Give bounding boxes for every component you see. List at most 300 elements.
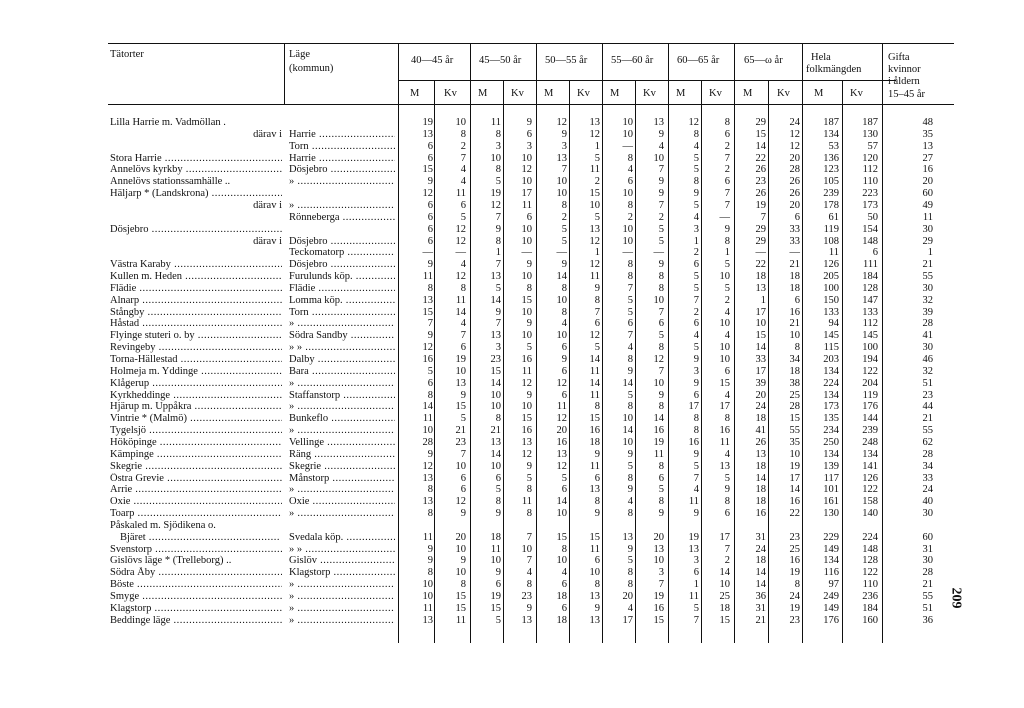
value-cell: 7 [724,188,730,200]
table-row [0,615,1024,627]
value-cell: 6 [427,377,433,389]
value-cell: 15 [455,602,466,614]
value-cell: 13 [589,484,600,496]
value-cell: 5 [594,342,600,354]
value-cell: 6 [724,365,730,377]
value-cell: 7 [594,306,600,318]
value-cell: 133 [823,306,839,318]
value-cell: 10 [789,330,800,342]
value-cell: 10 [490,152,501,164]
value-cell: 14 [719,567,730,579]
tatort-name: Håstad ..... [110,318,282,330]
table-row [0,378,1024,390]
value-cell: 7 [693,294,699,306]
value-cell: 28 [789,401,800,413]
header-tatorter: Tätorter [110,49,144,60]
value-cell: — [521,247,532,259]
value-cell: 40 [922,496,933,508]
value-cell: 13 [422,614,433,626]
value-cell: 9 [658,176,664,188]
value-cell: 234 [823,425,839,437]
value-cell: 134 [823,555,839,567]
table-row [0,307,1024,319]
value-cell: 8 [627,579,633,591]
table-row [0,117,1024,129]
value-cell: 19 [653,436,664,448]
tatort-name: Böste ..... [110,579,282,591]
value-cell: 8 [693,425,699,437]
value-cell: 117 [823,472,839,484]
value-cell: 15 [589,531,600,543]
value-cell: 10 [622,235,633,247]
value-cell: 15 [422,306,433,318]
value-cell: 9 [658,128,664,140]
lage-kommun: » ..... [289,484,395,496]
value-cell: 10 [521,235,532,247]
value-cell: 134 [862,448,878,460]
value-cell: 7 [760,211,766,223]
value-cell: 6 [693,389,699,401]
value-cell: 20 [922,176,933,188]
value-cell: 139 [823,460,839,472]
value-cell: 9 [724,484,730,496]
value-cell: 5 [693,460,699,472]
value-cell: 9 [526,460,532,472]
value-cell: 8 [693,413,699,425]
value-cell: 8 [627,259,633,271]
value-cell: 10 [755,318,766,330]
value-cell: 8 [627,199,633,211]
value-cell: 15 [755,128,766,140]
value-cell: 6 [561,389,567,401]
header-m: M [544,88,554,99]
value-cell: 140 [862,508,878,520]
tatort-name: Smyge ..... [110,591,282,603]
table-row [0,200,1024,212]
value-cell: 7 [495,318,501,330]
value-cell: 8 [526,579,532,591]
value-cell: 55 [789,425,800,437]
value-cell: 21 [922,413,933,425]
value-cell: 9 [427,448,433,460]
value-cell: 9 [427,259,433,271]
tatort-name: Östra Grevie ..... [110,473,282,485]
value-cell: 6 [460,472,466,484]
value-cell: 15 [719,377,730,389]
value-cell: 123 [823,164,839,176]
lage-kommun: » ..... [289,200,395,212]
value-cell: 105 [823,176,839,188]
value-cell: 9 [594,282,600,294]
value-cell: 13 [622,531,633,543]
value-cell: 5 [658,223,664,235]
value-cell: 12 [490,199,501,211]
value-cell: 224 [823,377,839,389]
value-cell: 10 [521,401,532,413]
table-row [0,330,1024,342]
value-cell: 27 [922,152,933,164]
value-cell: 6 [460,484,466,496]
value-cell: 8 [693,176,699,188]
value-cell: 5 [594,152,600,164]
value-cell: 39 [755,377,766,389]
value-cell: — [719,211,730,223]
value-cell: 16 [789,496,800,508]
value-cell: 15 [556,531,567,543]
value-cell: 13 [922,140,933,152]
value-cell: 4 [561,567,567,579]
value-cell: 2 [724,164,730,176]
header-m: M [478,88,488,99]
value-cell: 9 [526,117,532,128]
value-cell: 19 [789,460,800,472]
value-cell: 9 [495,223,501,235]
value-cell: 28 [922,448,933,460]
tatort-name: Bjäret ..... [120,532,280,544]
value-cell: 8 [594,294,600,306]
value-cell: 2 [724,140,730,152]
value-cell: 13 [455,377,466,389]
value-cell: 9 [658,508,664,520]
value-cell: 22 [755,259,766,271]
header-mid-rule [398,80,896,81]
value-cell: 122 [862,484,878,496]
value-cell: 18 [755,271,766,283]
table-row [0,449,1024,461]
value-cell: 9 [526,318,532,330]
value-cell: 9 [460,555,466,567]
value-cell: 1 [760,294,766,306]
lage-kommun: Bunkeflo ..... [289,413,395,425]
value-cell: 10 [556,294,567,306]
table-row [0,224,1024,236]
value-cell: 19 [653,591,664,602]
value-cell: 9 [594,602,600,614]
value-cell: 5 [627,306,633,318]
value-cell: 10 [556,330,567,342]
value-cell: 13 [589,591,600,602]
value-cell: 29 [755,235,766,247]
value-cell: 6 [794,294,800,306]
value-cell: 15 [490,365,501,377]
table-row [0,484,1024,496]
value-cell: 41 [922,330,933,342]
value-cell: 25 [789,389,800,401]
value-cell: 112 [862,164,878,176]
tatort-name: Oxie ..... [110,496,282,508]
value-cell: 9 [427,555,433,567]
value-cell: 30 [922,223,933,235]
table-row [0,437,1024,449]
tatort-name: Stångby ..... [110,307,282,319]
value-cell: 17 [521,188,532,200]
value-cell: 10 [719,271,730,283]
value-cell: 6 [561,579,567,591]
value-cell: 13 [688,543,699,555]
value-cell: 29 [755,223,766,235]
value-cell: 4 [693,484,699,496]
lage-kommun: Lomma köp. ..... [289,295,395,307]
value-cell: 6 [460,199,466,211]
table-row [0,212,1024,224]
value-cell: 35 [789,436,800,448]
value-cell: 14 [755,342,766,354]
value-cell: 18 [789,271,800,283]
value-cell: 12 [521,377,532,389]
value-cell: 15 [755,330,766,342]
value-cell: 8 [724,496,730,508]
table-row [0,555,1024,567]
value-cell: 14 [755,472,766,484]
value-cell: 4 [693,140,699,152]
value-cell: 112 [862,318,878,330]
value-cell: 9 [693,377,699,389]
value-cell: 7 [724,152,730,164]
value-cell: 14 [556,271,567,283]
lage-kommun: » ..... [289,615,395,627]
table-row [0,366,1024,378]
tatort-name: Alnarp ..... [110,295,282,307]
value-cell: 62 [922,436,933,448]
value-cell: 10 [490,460,501,472]
value-cell: 13 [422,472,433,484]
value-cell: 13 [653,543,664,555]
value-cell: 158 [862,496,878,508]
value-cell: 26 [755,164,766,176]
value-cell: 61 [828,211,839,223]
tatort-name: Kyrkheddinge ..... [110,390,282,402]
value-cell: 14 [622,425,633,437]
tatort-name: Vintrie * (Malmö) ..... [110,413,282,425]
value-cell: 8 [627,508,633,520]
value-cell: 1 [495,247,501,259]
value-cell: 6 [627,318,633,330]
table-row [0,544,1024,556]
value-cell: 10 [455,460,466,472]
value-cell: 16 [922,164,933,176]
value-cell: 12 [455,496,466,508]
header-lage: Läge [289,49,310,60]
value-cell: 13 [755,282,766,294]
value-cell: 11 [521,365,532,377]
value-cell: 2 [658,211,664,223]
tatort-name: Arrie ..... [110,484,282,496]
value-cell: 4 [658,140,664,152]
table-row [0,496,1024,508]
value-cell: 10 [490,389,501,401]
value-cell: 5 [495,614,501,626]
value-cell: 41 [755,425,766,437]
value-cell: 134 [823,128,839,140]
value-cell: 5 [693,152,699,164]
tatort-name: Klågerup ..... [110,378,282,390]
value-cell: 11 [422,531,433,543]
tatort-name: därav i [253,235,282,247]
page-number: 209 [948,587,964,609]
value-cell: 100 [823,282,839,294]
value-cell: 1 [724,247,730,259]
value-cell: 9 [427,176,433,188]
value-cell: 110 [862,176,878,188]
value-cell: 11 [556,401,567,413]
value-cell: 11 [422,413,433,425]
value-cell: 100 [862,342,878,354]
table-row [0,259,1024,271]
value-cell: 5 [693,602,699,614]
table-row [0,283,1024,295]
value-cell: 18 [719,602,730,614]
lage-kommun: » ..... [289,378,395,390]
value-cell: — [455,247,466,259]
value-cell: 13 [589,223,600,235]
value-cell: 128 [862,555,878,567]
value-cell: 3 [693,555,699,567]
lage-kommun: Dösjebro ..... [289,164,395,176]
value-cell: 9 [658,389,664,401]
value-cell: 14 [653,413,664,425]
value-cell: 10 [490,401,501,413]
value-cell: 7 [627,330,633,342]
value-cell: 10 [455,117,466,128]
value-cell: 39 [922,306,933,318]
value-cell: 122 [862,567,878,579]
header-m: M [814,88,824,99]
value-cell: 5 [693,342,699,354]
value-cell: 134 [823,389,839,401]
header-kv: Kv [643,88,656,99]
value-cell: 4 [627,342,633,354]
value-cell: 224 [862,531,878,543]
value-cell: 19 [789,602,800,614]
value-cell: 8 [460,579,466,591]
value-cell: 9 [495,508,501,520]
value-cell: 15 [455,591,466,602]
value-cell: 11 [589,164,600,176]
value-cell: 31 [755,531,766,543]
value-cell: 119 [862,389,878,401]
value-cell: 13 [556,448,567,460]
value-cell: 10 [653,555,664,567]
value-cell: 149 [823,543,839,555]
value-cell: 16 [719,425,730,437]
value-cell: 6 [627,176,633,188]
header-age-40-45: 40—45 år [411,55,454,66]
value-cell: 5 [526,472,532,484]
value-cell: 8 [460,128,466,140]
value-cell: 12 [521,164,532,176]
lage-kommun: » ..... [289,318,395,330]
value-cell: — [556,247,567,259]
value-cell: 44 [922,401,933,413]
value-cell: 49 [922,199,933,211]
value-cell: 12 [455,271,466,283]
value-cell: 17 [789,472,800,484]
value-cell: 16 [688,436,699,448]
value-cell: 16 [653,602,664,614]
value-cell: 30 [922,342,933,354]
value-cell: 11 [521,199,532,211]
value-cell: 9 [594,448,600,460]
value-cell: 9 [526,259,532,271]
value-cell: 134 [823,365,839,377]
lage-kommun: Gislöv ..... [289,555,395,567]
value-cell: 31 [922,543,933,555]
tatort-name: Svenstorp ..... [110,544,282,556]
value-cell: 6 [658,472,664,484]
table-row [0,473,1024,485]
value-cell: 8 [594,401,600,413]
value-cell: 8 [724,117,730,128]
lage-kommun: Oxie ..... [289,496,395,508]
value-cell: 8 [561,282,567,294]
value-cell: 10 [719,318,730,330]
value-cell: 12 [521,448,532,460]
value-cell: 9 [627,543,633,555]
value-cell: 5 [693,282,699,294]
lage-kommun: Vellinge ..... [289,437,395,449]
value-cell: 128 [862,282,878,294]
value-cell: 10 [653,294,664,306]
value-cell: 5 [594,211,600,223]
value-cell: 55 [922,591,933,602]
value-cell: 10 [556,188,567,200]
value-cell: 16 [755,508,766,520]
value-cell: 5 [526,342,532,354]
lage-kommun: Klagstorp ..... [289,567,395,579]
value-cell: 3 [561,140,567,152]
value-cell: 18 [755,413,766,425]
value-cell: 14 [789,484,800,496]
value-cell: 10 [521,223,532,235]
value-cell: 249 [823,591,839,602]
value-cell: 15 [789,413,800,425]
value-cell: 23 [922,389,933,401]
tatort-name: Dösjebro ..... [110,224,282,236]
value-cell: 4 [627,496,633,508]
value-cell: 12 [653,354,664,365]
tatort-name: Annelövs stationssamhälle .. [110,176,231,188]
tatort-name: Västra Karaby ..... [110,259,282,271]
value-cell: — [622,247,633,259]
table-row [0,532,1024,544]
value-cell: 7 [658,365,664,377]
header-kv: Kv [511,88,524,99]
value-cell: 223 [862,188,878,200]
value-cell: 236 [862,591,878,602]
value-cell: 176 [823,614,839,626]
value-cell: 8 [526,484,532,496]
value-cell: 6 [427,140,433,152]
value-cell: 12 [422,188,433,200]
value-cell: 14 [422,401,433,413]
value-cell: 6 [561,602,567,614]
lage-kommun: Torn ..... [289,307,395,319]
header-age-45-50: 45—50 år [479,55,522,66]
value-cell: 7 [658,306,664,318]
value-cell: 18 [490,531,501,543]
value-cell: 135 [823,413,839,425]
value-cell: 8 [561,306,567,318]
tatort-name: Hjärup m. Uppåkra ..... [110,401,282,413]
value-cell: 11 [490,117,501,128]
value-cell: 7 [460,330,466,342]
value-cell: 5 [627,555,633,567]
value-cell: 10 [556,508,567,520]
value-cell: 6 [594,472,600,484]
value-cell: 16 [653,425,664,437]
value-cell: 55 [922,425,933,437]
value-cell: 3 [495,140,501,152]
